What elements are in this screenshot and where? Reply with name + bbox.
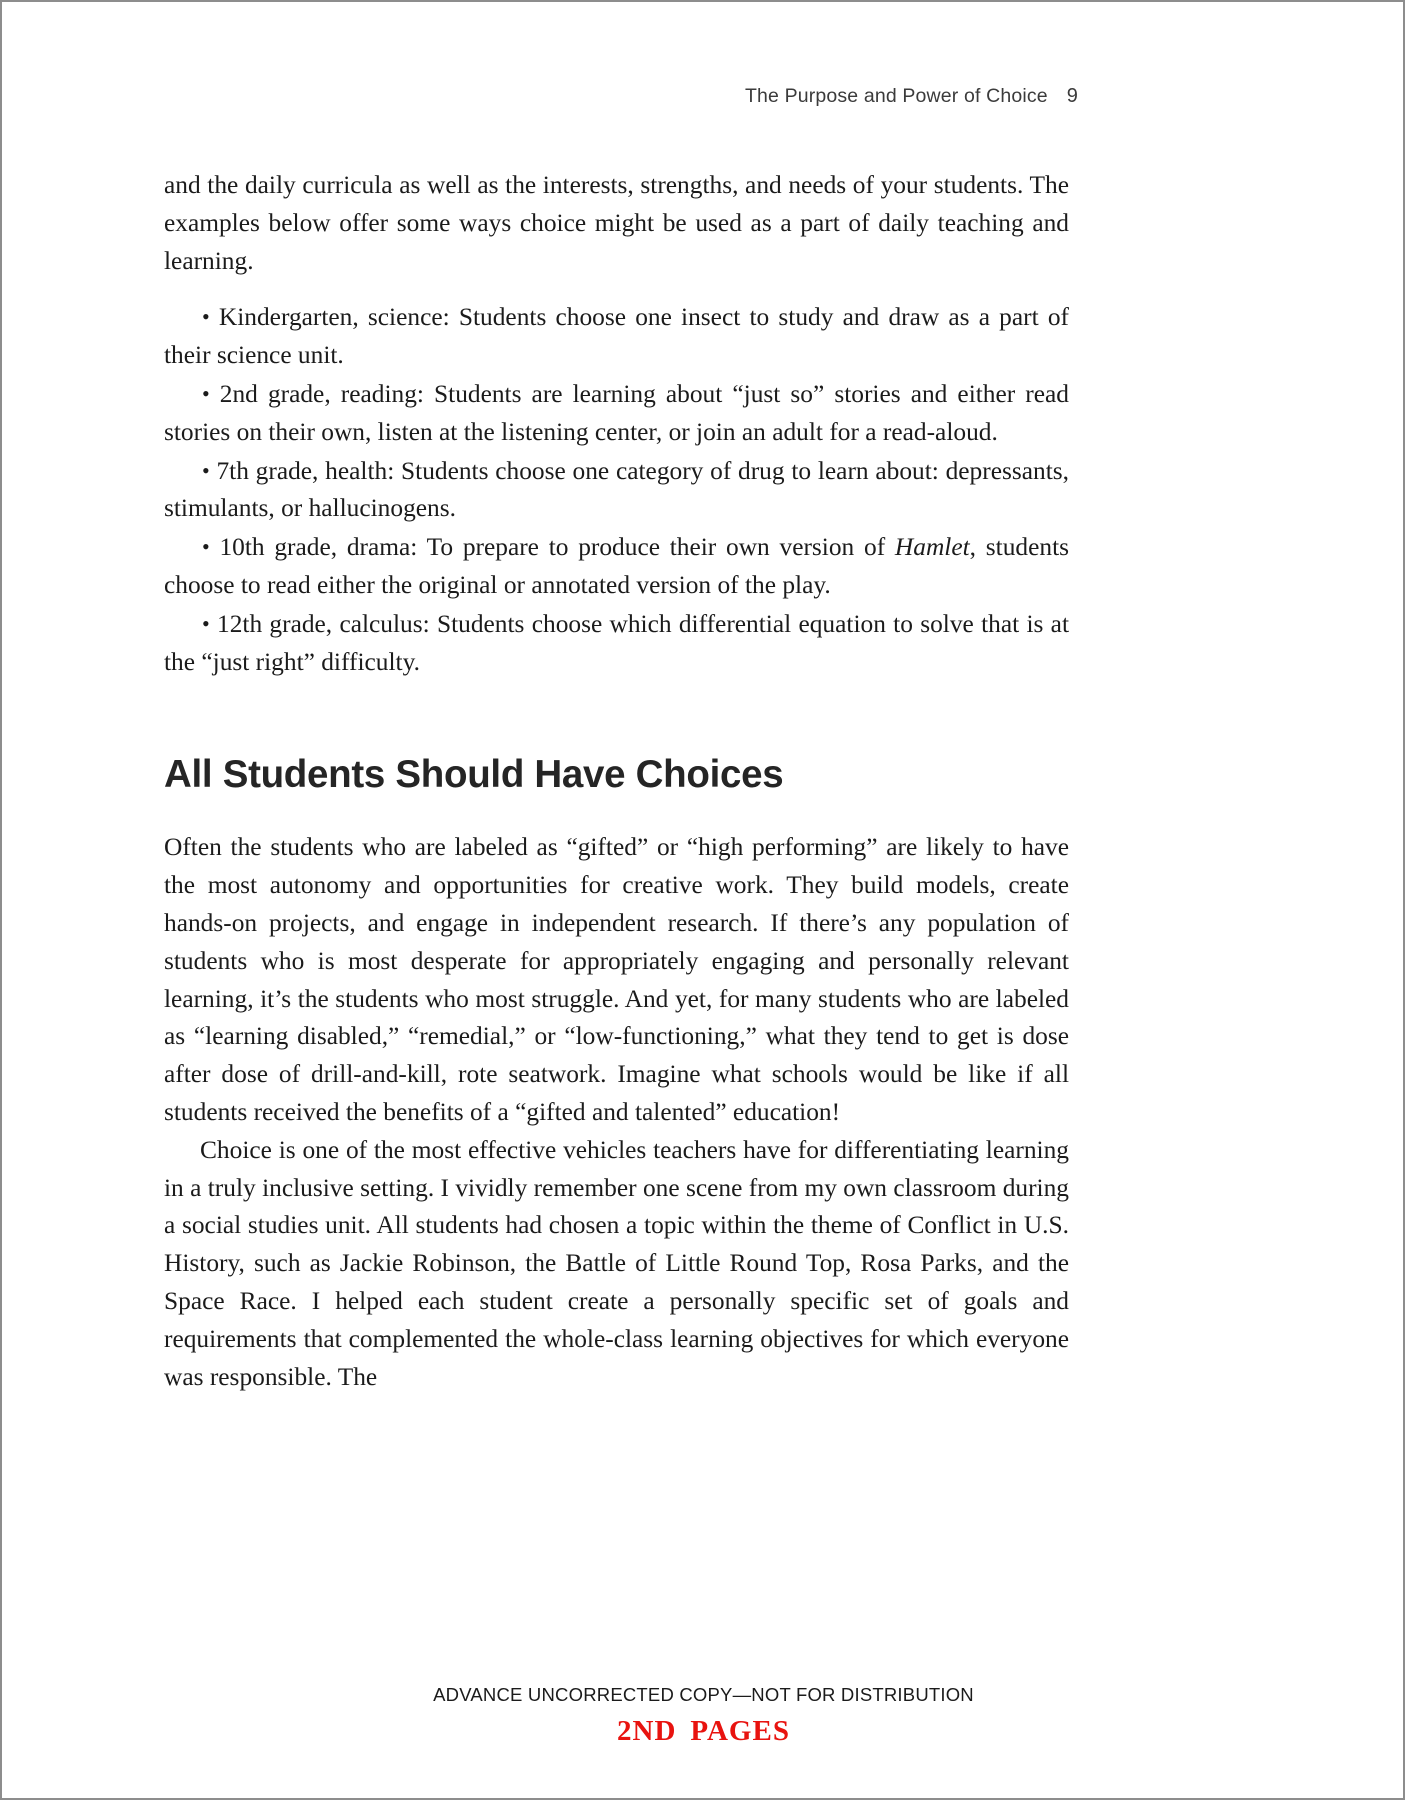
list-item <box>164 452 1069 529</box>
list-item-text-after-title: , students choose to read either the original or annotated version of the play. <box>164 533 1070 599</box>
list-item-text: 2nd grade, reading: Students are learning about “just so” stories and either read stories on their own, listen at the listening center, or join an adult for a read-aloud. <box>164 379 1069 446</box>
list-item-text: Kindergarten, science: Students choose one insect to study and draw as a part of their science unit. <box>164 303 1069 370</box>
example-list <box>164 298 1069 681</box>
running-head-title: The Purpose and Power of Choice <box>744 85 1048 107</box>
text-column <box>164 167 1069 1396</box>
body-paragraph-2: Choice is one of the most effective vehicles teachers have for differentiating learning in a truly inclusive setting. I vividly remember one scene from my own classroom during a social studies unit. All students had chosen a topic within the theme of Conflict in U.S. History, such as Jackie Robinson, the Battle of Little Round Top, Rosa Parks, and the Space Race. I helped each student create a personally specific set of goals and requirements that complemented the whole-class learning objectives for which everyone was responsible. The <box>164 1135 1069 1391</box>
list-item <box>164 605 1069 682</box>
list-item <box>164 298 1069 375</box>
list-item-text: 12th grade, calculus: Students choose which differential equation to solve that is at the “just right” difficulty. <box>164 609 1069 676</box>
section-heading-wrapper <box>164 753 1069 797</box>
bullet-icon: • <box>202 457 210 483</box>
footer-notice: ADVANCE UNCORRECTED COPY—NOT FOR DISTRIBUTION <box>433 1684 974 1705</box>
proof-stamp-first: 2ND <box>617 1715 677 1747</box>
list-item-text: 7th grade, health: Students choose one category of drug to learn about: depressants, stimulants, or hallucinogens. <box>164 456 1069 523</box>
list-item <box>164 528 1069 605</box>
bullet-icon: • <box>202 380 210 406</box>
body-paragraph-1: Often the students who are labeled as “gifted” or “high performing” are likely to have the most autonomy and opportunities for creative work. They build models, create hands-on projects, and engage in independent research. If there’s any population of students who is most desperate for appropriately engaging and personally relevant learning, it’s the students who most struggle. And yet, for many students who are labeled as “learning disabled,” “remedial,” or “low-functioning,” what they tend to get is dose after dose of drill-and-kill, rote seatwork. Imagine what schools would be like if all students received the benefits of a “gifted and talented” education! <box>164 833 1069 1126</box>
play-title: Hamlet <box>894 533 970 562</box>
opening-paragraph: and the daily curricula as well as the interests, strengths, and needs of your students. The examples below offer some ways choice might be used as a part of daily teaching and learning. <box>164 171 1069 275</box>
page-content-area <box>9 7 1398 1793</box>
section-heading: All Students Should Have Choices <box>164 753 784 797</box>
bullet-icon: • <box>202 534 210 560</box>
page-number: 9 <box>1066 85 1078 107</box>
bullet-icon: • <box>202 610 210 636</box>
list-item <box>164 375 1069 452</box>
proof-stamp-second: PAGES <box>690 1715 790 1747</box>
bullet-icon: • <box>202 304 210 330</box>
proof-stamp <box>9 1715 1398 1748</box>
list-item-text-before-title: 10th grade, drama: To prepare to produce their own version of <box>219 533 895 562</box>
page-footer <box>9 1684 1398 1748</box>
running-head <box>745 85 1078 108</box>
